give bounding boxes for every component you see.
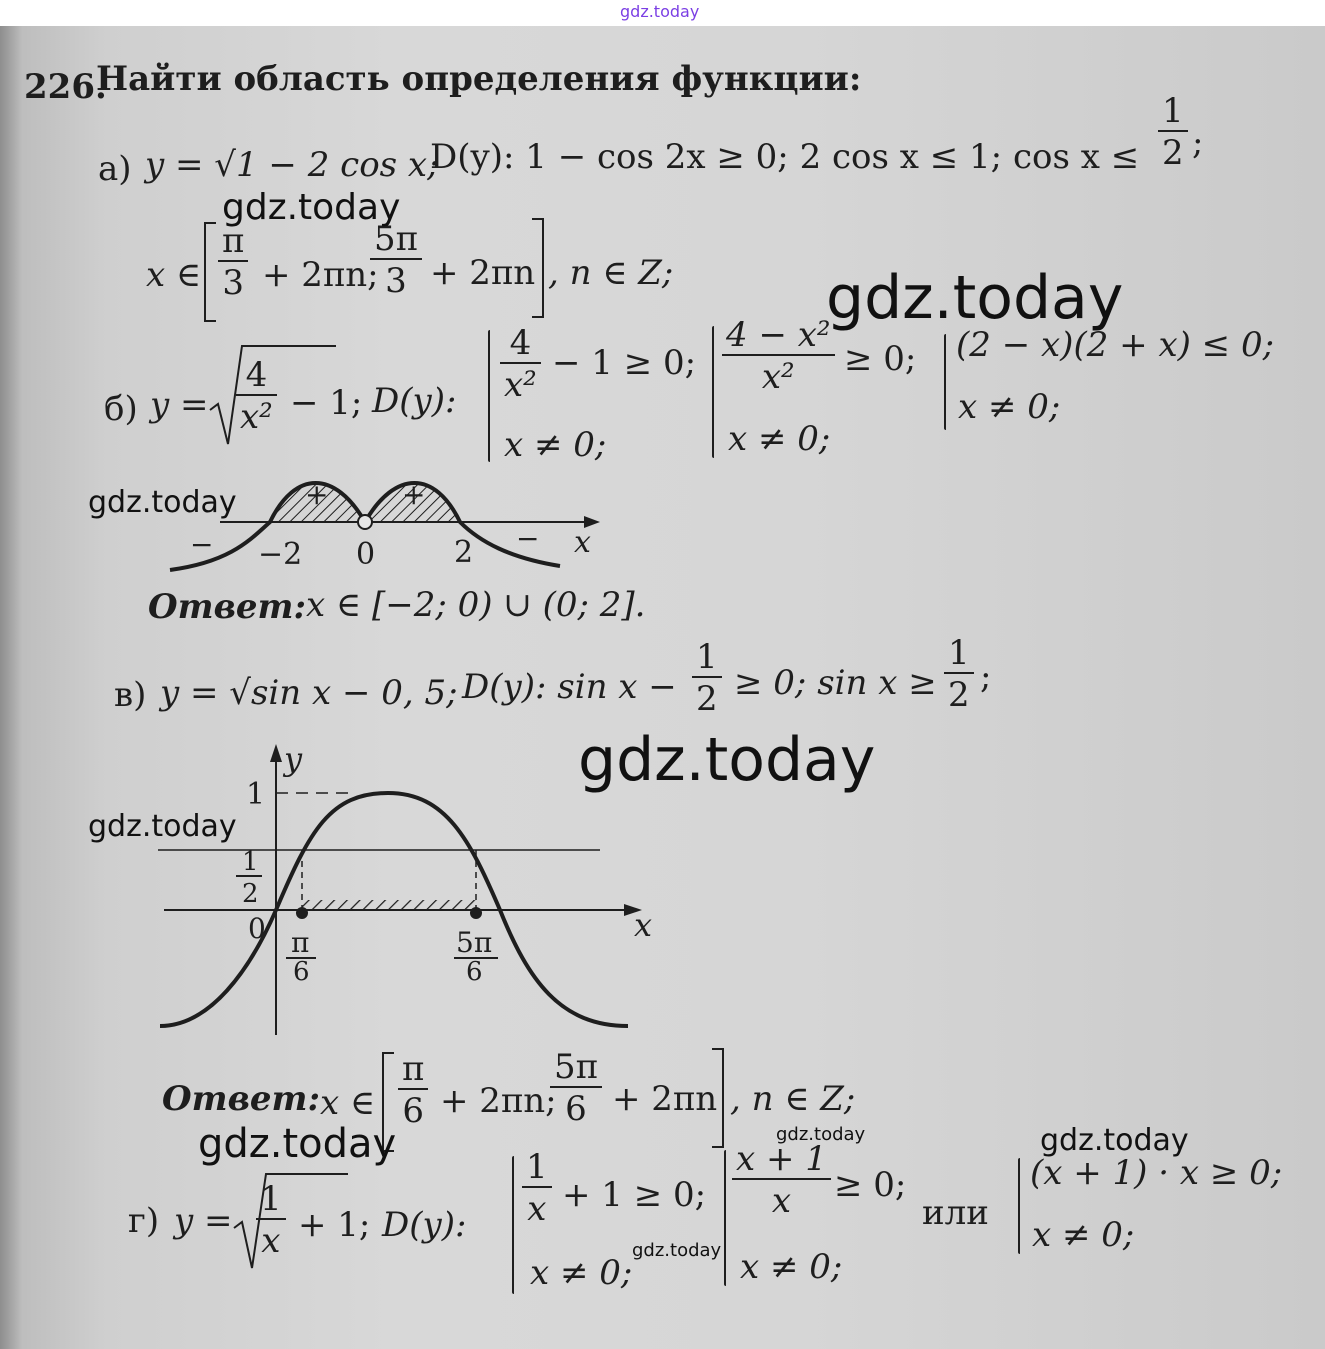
part-v-origin: 0 xyxy=(248,912,266,945)
part-b-tick-minus2: −2 xyxy=(258,537,303,572)
watermark: gdz.today xyxy=(1040,1123,1189,1158)
part-v-domain: D(y): sin x − xyxy=(462,667,677,707)
part-b-func-frac: $\frac{4}{\text{x²}}$ xyxy=(236,358,277,434)
part-g-system2-brace xyxy=(724,1150,726,1286)
part-g-system2-line2: x ≠ 0; xyxy=(740,1247,843,1287)
part-g-system3-line2: x ≠ 0; xyxy=(1032,1215,1135,1255)
watermark: gdz.today xyxy=(222,187,401,228)
part-b-system1-line2: x ≠ 0; xyxy=(504,425,607,465)
part-b-minus-right: − xyxy=(516,522,540,555)
part-v-y-arrow xyxy=(270,744,282,762)
part-v-answer-label: Ответ: xyxy=(162,1079,321,1119)
part-b-minus-left: − xyxy=(190,528,214,561)
part-v-5pi6-num: 5π xyxy=(456,926,493,959)
part-b-system1-line1: − 1 ≥ 0; xyxy=(552,343,697,383)
part-g-func-prefix: y = xyxy=(174,1201,233,1241)
part-b-plus-left: + xyxy=(305,478,329,511)
part-g-system1-line1: + 1 ≥ 0; xyxy=(562,1175,707,1215)
part-v-axis-y-label: y xyxy=(284,740,303,778)
part-g-func-frac: $\frac{1}{x}$ xyxy=(256,1182,286,1258)
part-v-pi6-den: 6 xyxy=(293,957,310,987)
part-b-system1-brace xyxy=(488,330,490,462)
part-b-func-prefix: y = xyxy=(150,385,209,425)
watermark: gdz.today xyxy=(88,485,237,520)
part-v-point-right xyxy=(470,907,482,919)
part-a-fraction: $\frac{1}{2}$ xyxy=(1158,94,1188,170)
part-b-system2-line2: x ≠ 0; xyxy=(728,419,831,459)
part-v-label: в) xyxy=(114,675,147,715)
part-v-ans-term1: + 2πn; xyxy=(440,1081,557,1121)
part-b-system3-line1: (2 − x)(2 + x) ≤ 0; xyxy=(956,325,1275,365)
part-g-system2-frac: $\frac{x + 1}{x}$ xyxy=(732,1142,831,1218)
part-v-frac2: $\frac{1}{2}$ xyxy=(944,636,974,712)
part-a-left-bracket xyxy=(204,222,216,322)
part-v-axis-x-label: x xyxy=(634,906,653,944)
part-v-pi6-num: π xyxy=(291,926,310,959)
watermark: gdz.today xyxy=(88,809,237,844)
problem-title: Найти область определения функции: xyxy=(96,59,862,99)
watermark: gdz.today xyxy=(578,725,876,795)
watermark: gdz.today xyxy=(632,1240,722,1261)
part-a-ans-frac1: $\frac{\pi}{3}$ xyxy=(218,224,248,300)
part-b-tick-2: 2 xyxy=(454,535,474,570)
part-v-tick-half-den: 2 xyxy=(242,879,259,909)
part-v-function: y = √sin x − 0, 5; xyxy=(160,673,458,713)
part-b-system2-brace xyxy=(712,326,714,458)
part-v-answer-suffix: , n ∈ Z; xyxy=(730,1079,856,1119)
part-a-domain: D(y): 1 − cos 2x ≥ 0; 2 cos x ≤ 1; cos x ≤ xyxy=(430,137,1140,177)
part-a-right-bracket xyxy=(532,218,544,318)
part-v-answer-prefix: x ∈ xyxy=(320,1083,376,1123)
part-g-system3-brace xyxy=(1018,1158,1020,1254)
part-v-right-bracket xyxy=(712,1048,724,1148)
part-b-system2-frac: $\frac{\text{4 − x²}}{\text{x²}}$ xyxy=(722,318,835,394)
part-b-tick-0: 0 xyxy=(356,537,376,572)
watermark: gdz.today xyxy=(198,1121,397,1167)
part-v-point-left xyxy=(296,907,308,919)
part-b-system3-brace xyxy=(944,334,946,430)
problem-number: 226. xyxy=(24,67,107,107)
part-b-system1-frac: $\frac{4}{\text{x²}}$ xyxy=(500,326,541,402)
part-a-ans-term2: + 2πn xyxy=(430,253,536,293)
part-v-5pi6-den: 6 xyxy=(466,957,483,987)
part-b-answer: x ∈ [−2; 0) ∪ (0; 2]. xyxy=(306,585,646,625)
part-b-system3-line2: x ≠ 0; xyxy=(958,387,1061,427)
part-v-ans-frac2: $\frac{5\pi}{6}$ xyxy=(550,1050,602,1126)
part-g-system1-line2: x ≠ 0; xyxy=(530,1253,633,1293)
part-v-mid: ≥ 0; sin x ≥ xyxy=(734,663,937,703)
part-b-answer-label: Ответ: xyxy=(148,587,307,627)
part-v-hatch xyxy=(302,900,476,910)
part-v-tick-half-num: 1 xyxy=(242,847,259,877)
part-v-semicolon: ; xyxy=(980,657,992,697)
part-b-axis-x-label: x xyxy=(574,525,591,560)
part-a-label: а) xyxy=(98,149,132,189)
part-b-plus-right: + xyxy=(402,478,426,511)
part-a-ans-frac2: $\frac{5\pi}{3}$ xyxy=(370,222,422,298)
part-b-func-tail: − 1; xyxy=(290,383,363,423)
part-v-frac1: $\frac{1}{2}$ xyxy=(692,640,722,716)
watermark: gdz.today xyxy=(826,263,1124,333)
watermark: gdz.today xyxy=(776,1124,866,1145)
part-b-label: б) xyxy=(104,389,138,429)
part-g-domain-label: D(y): xyxy=(382,1205,467,1245)
part-g-func-tail: + 1; xyxy=(298,1205,371,1245)
part-g-system3-line1: (x + 1) · x ≥ 0; xyxy=(1030,1153,1283,1193)
part-a-semicolon: ; xyxy=(1192,123,1204,163)
part-v-ans-term2: + 2πn xyxy=(612,1079,718,1119)
part-b-open-point xyxy=(358,515,372,529)
part-g-system1-frac: $\frac{1}{x}$ xyxy=(522,1150,552,1226)
top-watermark: gdz.today xyxy=(620,2,700,21)
part-a-ans-term1: + 2πn; xyxy=(262,255,379,295)
part-g-or: или xyxy=(922,1193,989,1233)
part-g-system2-line1: ≥ 0; xyxy=(834,1165,907,1205)
part-v-tick-1: 1 xyxy=(246,777,266,812)
part-g-label: г) xyxy=(128,1201,160,1241)
part-a-function: y = √1 − 2 cos x; xyxy=(145,145,439,185)
part-v-ans-frac1: $\frac{\pi}{6}$ xyxy=(398,1052,428,1128)
part-b-system2-line1: ≥ 0; xyxy=(844,339,917,379)
part-a-answer-prefix: x ∈ xyxy=(146,255,202,295)
part-a-answer-suffix: , n ∈ Z; xyxy=(548,253,674,293)
part-b-domain-label: D(y): xyxy=(372,381,457,421)
part-g-system1-brace xyxy=(512,1156,514,1294)
